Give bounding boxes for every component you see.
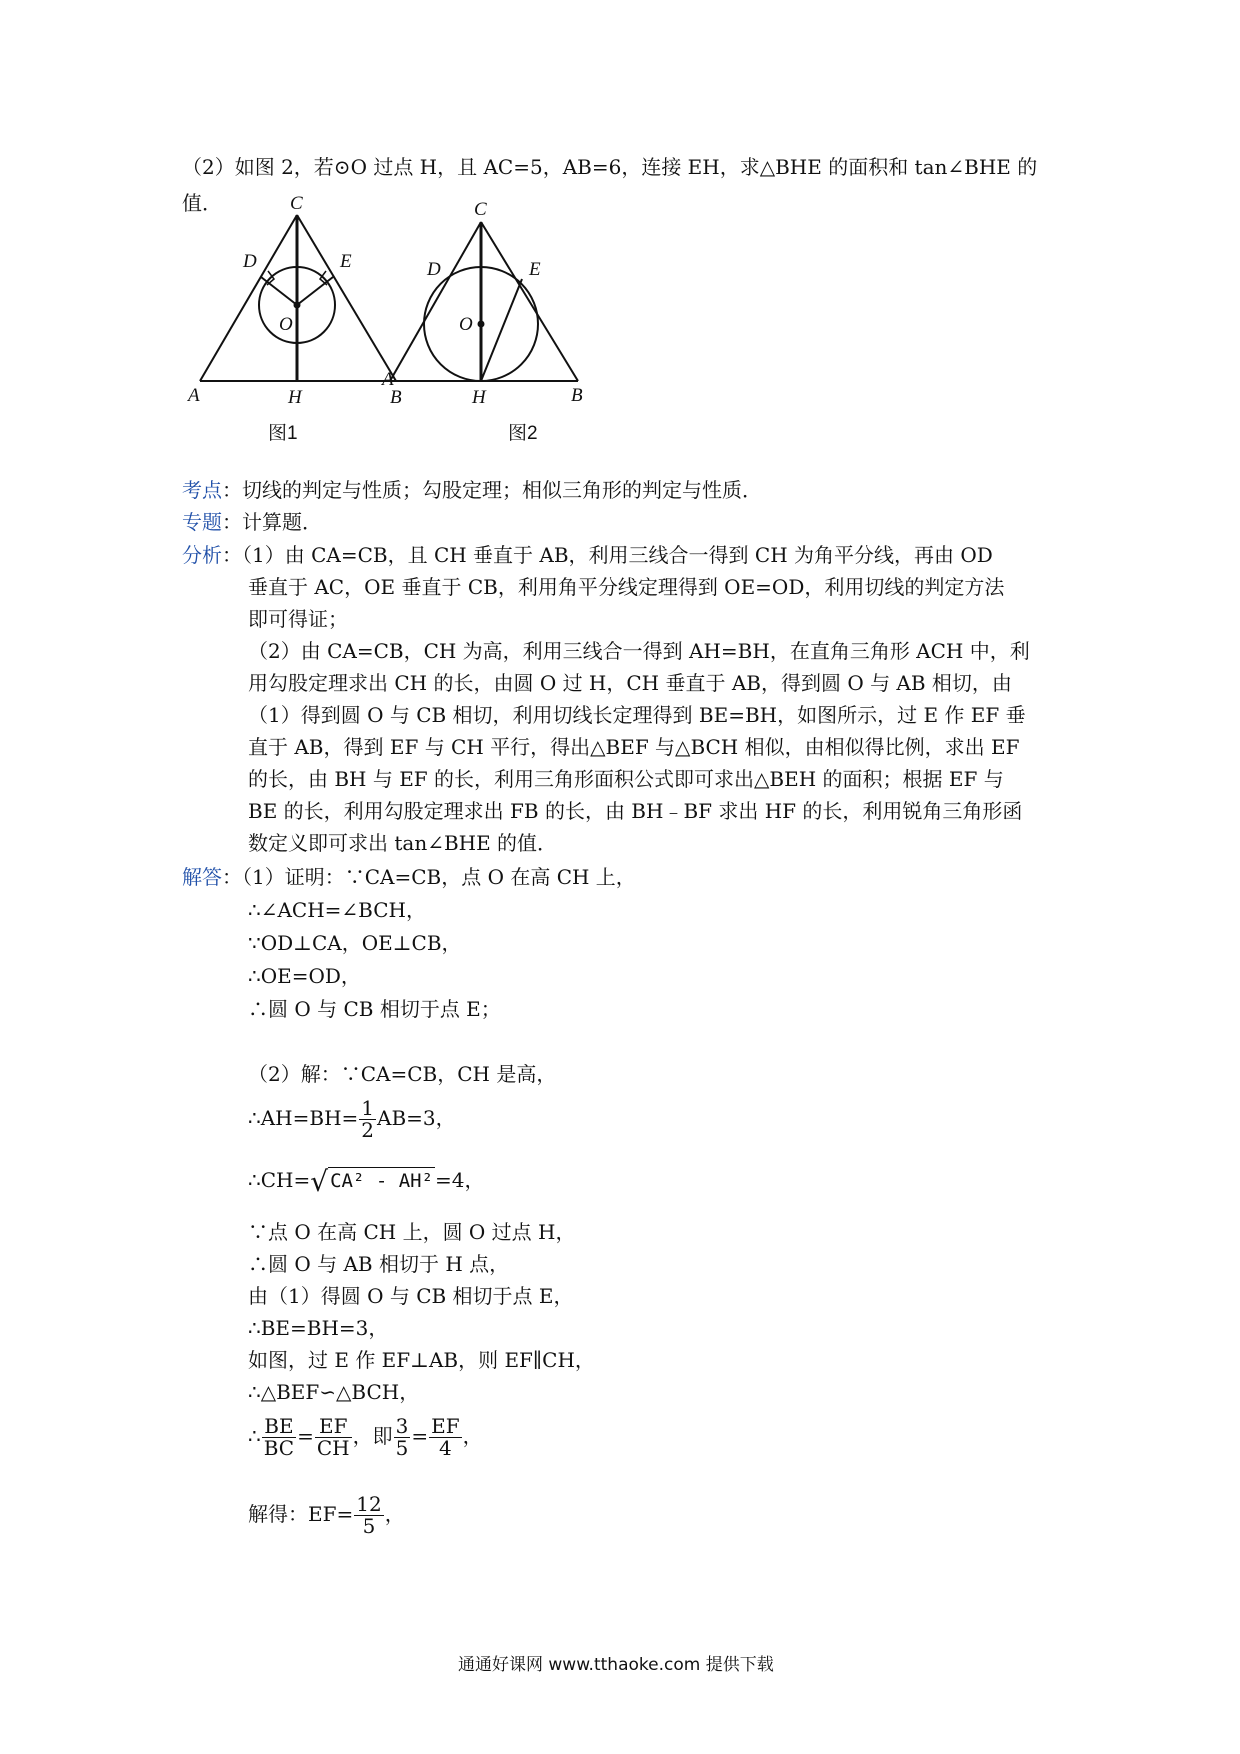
fig1-side-ac — [200, 215, 297, 381]
ratio-fraction-1 — [262, 1416, 296, 1459]
fenxi-line: 数定义即可求出 tan∠BHE 的值． — [248, 831, 558, 855]
fig1-label-h: H — [288, 387, 302, 408]
jieda-label: 解答 — [182, 865, 222, 889]
fig2-label-h: H — [472, 387, 486, 408]
fig1-label-o: O — [279, 314, 293, 335]
ratio4-den: 4 — [439, 1436, 452, 1460]
fig1-label-c: C — [290, 193, 303, 214]
fig2-label-c: C — [474, 199, 487, 220]
ef-prefix: 解得：EF= — [248, 1502, 354, 1526]
jieda-line: ：（1）证明：∵CA=CB，点 O 在高 CH 上， — [222, 865, 636, 889]
fenxi-line: BE 的长，利用勾股定理求出 FB 的长，由 BH﹣BF 求出 HF 的长，利用锐角三角形函 — [248, 799, 1023, 823]
question-line-2: 值． — [182, 191, 222, 215]
kaodian-text: ：切线的判定与性质；勾股定理；相似三角形的判定与性质． — [222, 478, 762, 502]
jieda-line: 如图，过 E 作 EF⊥AB，则 EF∥CH， — [248, 1348, 595, 1372]
zhuanti-text: ：计算题． — [222, 510, 322, 534]
ratio-mid: ，即 — [352, 1424, 393, 1448]
jieda-line: ∴圆 O 与 AB 相切于 H 点， — [248, 1252, 510, 1276]
fig2-label-e: E — [529, 259, 541, 280]
fenxi-line: 即可得证； — [248, 607, 348, 631]
ch-suffix: =4， — [435, 1168, 485, 1192]
ah-prefix: ∴AH=BH= — [248, 1106, 359, 1130]
fenxi-row — [182, 545, 993, 565]
ratio-prefix: ∴ — [248, 1424, 261, 1448]
ah-frac-den: 2 — [361, 1118, 374, 1142]
jieda-row — [182, 867, 636, 887]
zhuanti-label: 专题 — [182, 510, 222, 534]
ratio3-den: 5 — [395, 1436, 409, 1460]
figure-1-labels — [186, 193, 402, 408]
ef-end: ， — [384, 1502, 405, 1526]
fenxi-line: （2）由 CA=CB，CH 为高，利用三线合一得到 AH=BH，在直角三角形 ACH 中，利 — [248, 639, 1030, 663]
ef-fraction — [354, 1494, 383, 1537]
fenxi-line: 用勾股定理求出 CH 的长，由圆 O 过 H，CH 垂直于 AB，得到圆 O 与 AB 相切，由 — [248, 671, 1012, 695]
fig2-segment-eh — [481, 279, 522, 381]
figure-1-caption: 图1 — [268, 423, 298, 444]
ah-fraction — [359, 1098, 376, 1141]
jieda-line: 由（1）得圆 O 与 CB 相切于点 E， — [248, 1284, 574, 1308]
ratio2-den: CH — [316, 1436, 350, 1460]
jieda-line: ∴圆 O 与 CB 相切于点 E； — [248, 997, 501, 1021]
fenxi-line: 直于 AB，得到 EF 与 CH 平行，得出△BEF 与△BCH 相似，由相似得比例，求出 EF — [248, 735, 1020, 759]
ratio-fraction-3 — [394, 1416, 411, 1459]
ef-den: 5 — [362, 1514, 376, 1538]
fig1-label-b: B — [390, 387, 402, 408]
ah-frac-num: 1 — [361, 1096, 374, 1120]
fenxi-label: 分析 — [182, 543, 222, 567]
ch-radicand: CA² - AH² — [328, 1167, 435, 1192]
ch-equation — [248, 1165, 485, 1198]
ah-equation — [248, 1098, 456, 1141]
fig2-side-bc — [481, 222, 578, 381]
fig2-label-o: O — [459, 314, 473, 335]
ratio3-num: 3 — [395, 1414, 409, 1438]
fig1-label-e: E — [340, 251, 352, 272]
fig1-radius-od — [261, 277, 297, 305]
ratio2-num: EF — [315, 1416, 352, 1438]
jieda-line: ∴OE=OD， — [248, 964, 361, 988]
ef-num: 12 — [356, 1492, 382, 1516]
fig1-center-dot — [295, 303, 300, 308]
fenxi-line: ：（1）由 CA=CB，且 CH 垂直于 AB，利用三线合一得到 CH 为角平分线，再由 OD — [222, 543, 993, 567]
geometry-figures — [180, 193, 900, 445]
zhuanti-row — [182, 512, 322, 532]
fig2-label-a: A — [382, 369, 394, 390]
ratio-eq: = — [297, 1424, 314, 1448]
fenxi-line: 的长，由 BH 与 EF 的长，利用三角形面积公式即可求出△BEH 的面积；根据 EF 与 — [248, 767, 1004, 791]
jieda-line: ∵OD⊥CA，OE⊥CB， — [248, 931, 462, 955]
ratio-fraction-4 — [429, 1416, 461, 1459]
ef-equation — [248, 1494, 405, 1537]
fig2-label-d: D — [427, 259, 441, 280]
ratio1-num: BE — [262, 1416, 296, 1438]
fig2-center-dot — [479, 322, 484, 327]
fenxi-line: 垂直于 AC，OE 垂直于 CB，利用角平分线定理得到 OE=OD，利用切线的判定方法 — [248, 575, 1005, 599]
ratio-eq: = — [411, 1424, 429, 1448]
jieda-line: ∴△BEF∽△BCH， — [248, 1380, 420, 1404]
figure-2-caption: 图2 — [508, 423, 538, 444]
figure-2 — [390, 222, 578, 381]
ratio1-den: BC — [263, 1436, 295, 1460]
page-footer: 通通好课网 www.tthaoke.com 提供下载 — [458, 1655, 774, 1675]
jieda-line: ∴BE=BH=3， — [248, 1316, 389, 1340]
jieda-part2-intro: （2）解：∵CA=CB，CH 是高， — [248, 1062, 557, 1086]
fig1-radius-oe — [297, 277, 333, 305]
ratio4-num: EF — [431, 1414, 460, 1438]
fenxi-line: （1）得到圆 O 与 CB 相切，利用切线长定理得到 BE=BH，如图所示，过 E 作 EF 垂 — [248, 703, 1026, 727]
fig1-side-bc — [297, 215, 396, 381]
question-line-1: （2）如图 2，若⊙O 过点 H，且 AC=5，AB=6，连接 EH，求△BHE 的面积和 tan∠BHE 的 — [182, 155, 1038, 179]
fig1-label-a: A — [188, 385, 200, 406]
jieda-line: ∵点 O 在高 CH 上，圆 O 过点 H， — [248, 1220, 576, 1244]
fig2-label-b: B — [571, 385, 583, 406]
ratio-equation — [248, 1416, 483, 1459]
ch-prefix: ∴CH= — [248, 1168, 311, 1192]
kaodian-row — [182, 480, 762, 500]
ratio-fraction-2 — [315, 1416, 352, 1459]
jieda-line: ∴∠ACH=∠BCH， — [248, 898, 426, 922]
fig1-label-d: D — [243, 251, 257, 272]
ah-suffix: AB=3， — [377, 1106, 456, 1130]
sqrt-sign: √ — [310, 1165, 329, 1198]
ratio-end: ， — [462, 1424, 483, 1448]
kaodian-label: 考点 — [182, 478, 222, 502]
figure-1 — [200, 215, 396, 381]
